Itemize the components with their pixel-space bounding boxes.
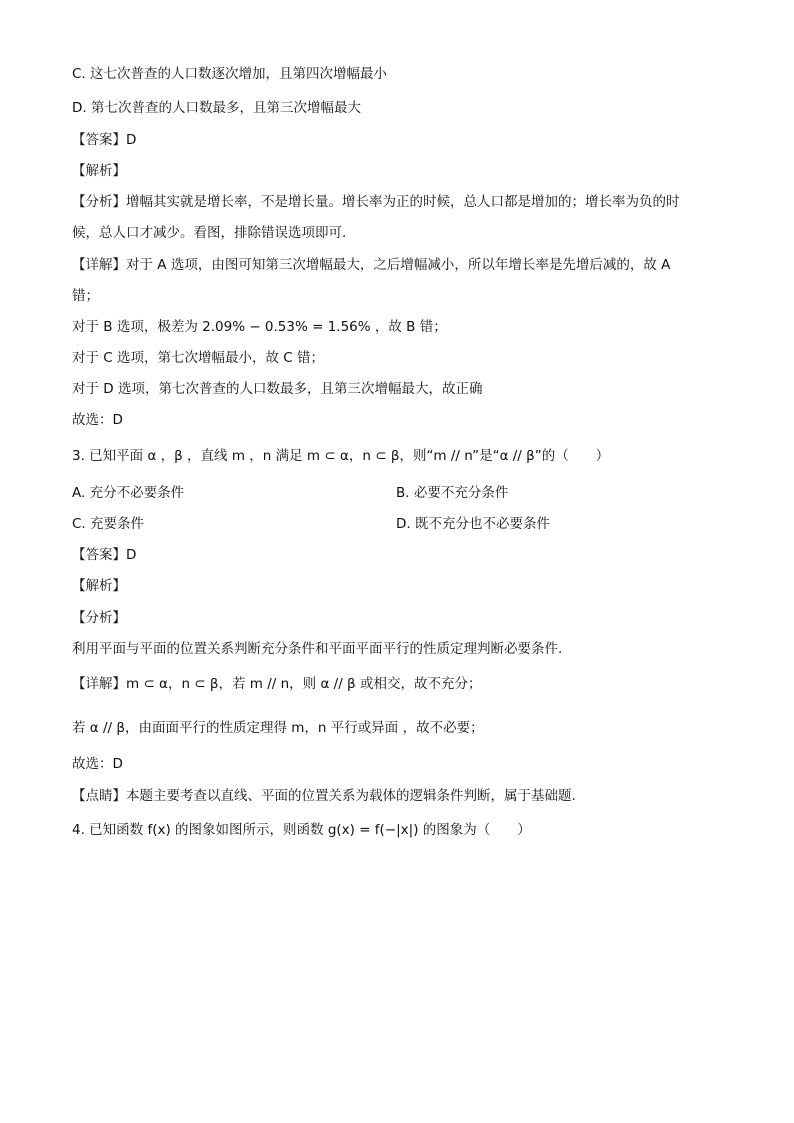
option-a: A. 充分不必要条件 [72, 485, 185, 501]
analysis-text-2: 候，总人口才减少。看图，排除错误选项即可. [72, 225, 347, 241]
question-4-stem: 4. 已知函数 f(x) 的图象如图所示，则函数 g(x) = f(−|x|) 的图象为（ ） [72, 822, 531, 838]
analysis-label: 【解析】 [72, 163, 126, 179]
analysis-text-3: 利用平面与平面的位置关系判断充分条件和平面平面平行的性质定理判断必要条件. [72, 641, 563, 657]
analysis-text-1: 【分析】增幅其实就是增长率，不是增长量。增长率为正的时候，总人口都是增加的；增长率为负的时 [72, 194, 680, 210]
question-3-options-row-1 [72, 483, 754, 503]
detail-text-2: 错； [72, 288, 99, 304]
answer-label-3: 【答案】D [72, 547, 137, 563]
detail-text-d: 对于 D 选项，第七次普查的人口数最多，且第三次增幅最大，故正确 [72, 381, 483, 397]
analysis-heading-3: 【分析】 [72, 610, 126, 626]
detail-text-b: 对于 B 选项，极差为 2.09% − 0.53% = 1.56% ，故 B 错； [72, 319, 447, 335]
option-b: B. 必要不充分条件 [396, 485, 509, 501]
detail-text-3a: 【详解】m ⊂ α，n ⊂ β，若 m // n，则 α // β 或相交，故不充分； [72, 676, 482, 692]
option-c: C. 充要条件 [72, 516, 145, 532]
detail-text-3b: 若 α // β，由面面平行的性质定理得 m，n 平行或异面 ，故不必要； [72, 720, 484, 736]
option-d: D. 既不充分也不必要条件 [396, 516, 550, 532]
choice-conclusion-3: 故选：D [72, 756, 123, 772]
detail-text-1: 【详解】对于 A 选项，由图可知第三次增幅最大，之后增幅减小，所以年增长率是先增后减的，故 A [72, 257, 671, 273]
comment-text-3: 【点睛】本题主要考查以直线、平面的位置关系为载体的逻辑条件判断，属于基础题. [72, 788, 576, 804]
question-3-options-row-2 [72, 514, 754, 534]
detail-text-c: 对于 C 选项，第七次增幅最小，故 C 错； [72, 350, 325, 366]
question-3-stem: 3. 已知平面 α ，β ，直线 m ，n 满足 m ⊂ α，n ⊂ β，则“m // n”是“α // β”的（ ） [72, 448, 610, 464]
choice-conclusion: 故选：D [72, 412, 123, 428]
analysis-label-3: 【解析】 [72, 578, 126, 594]
option-c-line: C. 这七次普查的人口数逐次增加，且第四次增幅最小 [72, 66, 388, 82]
option-d-line: D. 第七次普查的人口数最多，且第三次增幅最大 [72, 100, 361, 116]
answer-label: 【答案】D [72, 132, 137, 148]
